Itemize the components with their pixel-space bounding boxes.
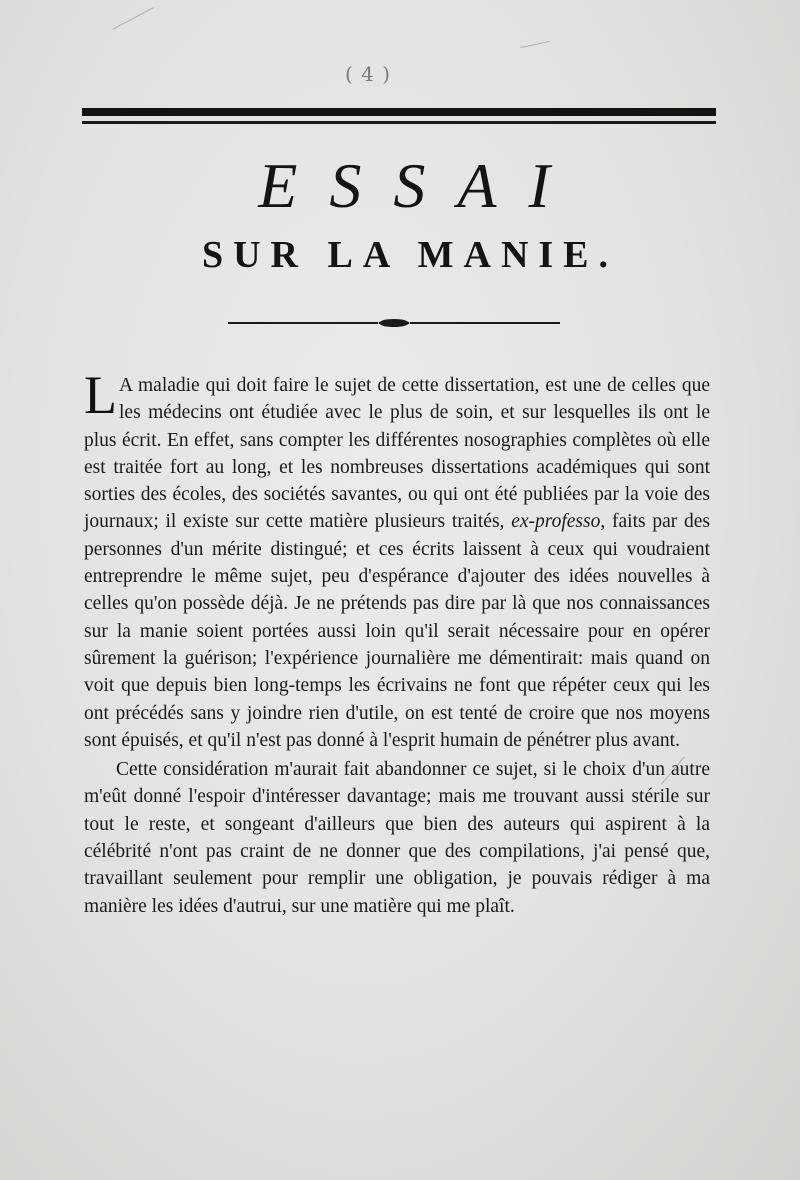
paper-scratch (112, 7, 153, 29)
body-text (84, 365, 710, 920)
paragraph-1 (84, 365, 710, 754)
paragraph-1-italic: ex-professo (511, 511, 601, 533)
header-rule-thick (82, 108, 716, 116)
ornament-divider (228, 316, 560, 330)
paragraph-2: Cette considération m'aurait fait abandonner ce sujet, si le choix d'un autre m'eût donné l'espoir d'intéresser davantage; mais me trouvant aussi stérile sur tout le reste, et songeant d'ailleurs que bien des auteurs qui aspirent à la célébrité n'ont pas craint de ne donner que des compilations, j'ai pensé que, travaillant seulement pour remplir une obligation, je pouvais rédiger à ma manière les idées d'autrui, sur une matière qui me plaît. (84, 759, 710, 917)
paper-scratch (520, 41, 550, 48)
paragraph-1-text-2: , faits par des personnes d'un mérite distingué; et ces écrits laissent à ceux qui voudraient entreprendre le même sujet, peu d'espérance d'ajouter des idées nouvelles à celles qu'on possède déjà. Je ne prétends pas dire par là que nos connaissances sur la manie soient portées aussi loin qu'il serait nécessaire pour en opérer sûrement la guérison; l'expérience journalière me démentirait: mais quand on voit que depuis bien long-temps les écrivains ne font que répéter ceux qui les ont précédés sans y joindre rien d'utile, on est tenté de croire que nos moyens sont épuisés, et qu'il n'est pas donné à l'esprit humain de pénétrer plus avant. (84, 511, 710, 751)
drop-cap: L (84, 365, 117, 425)
small-cap: A (119, 375, 133, 396)
page-subtitle: SUR LA MANIE. (201, 234, 619, 276)
paragraph-1-text: maladie qui doit faire le sujet de cette dissertation, est une de celles que les médecins ont étudiée avec le plus de soin, et sur lesquelles ils ont le plus écrit. En effet, sans compter les différentes nosographies complètes où elle est traitée fort au long, et les nombreuses dissertations académiques qui sont sorties des écoles, des sociétés savantes, ou qui ont été publiées par la voie des journaux; il existe sur cette matière plusieurs traités, (84, 375, 710, 533)
header-rule-thin (82, 121, 716, 124)
page-number: ( 4 ) (345, 62, 392, 86)
page-title: ESSAI (258, 150, 582, 221)
